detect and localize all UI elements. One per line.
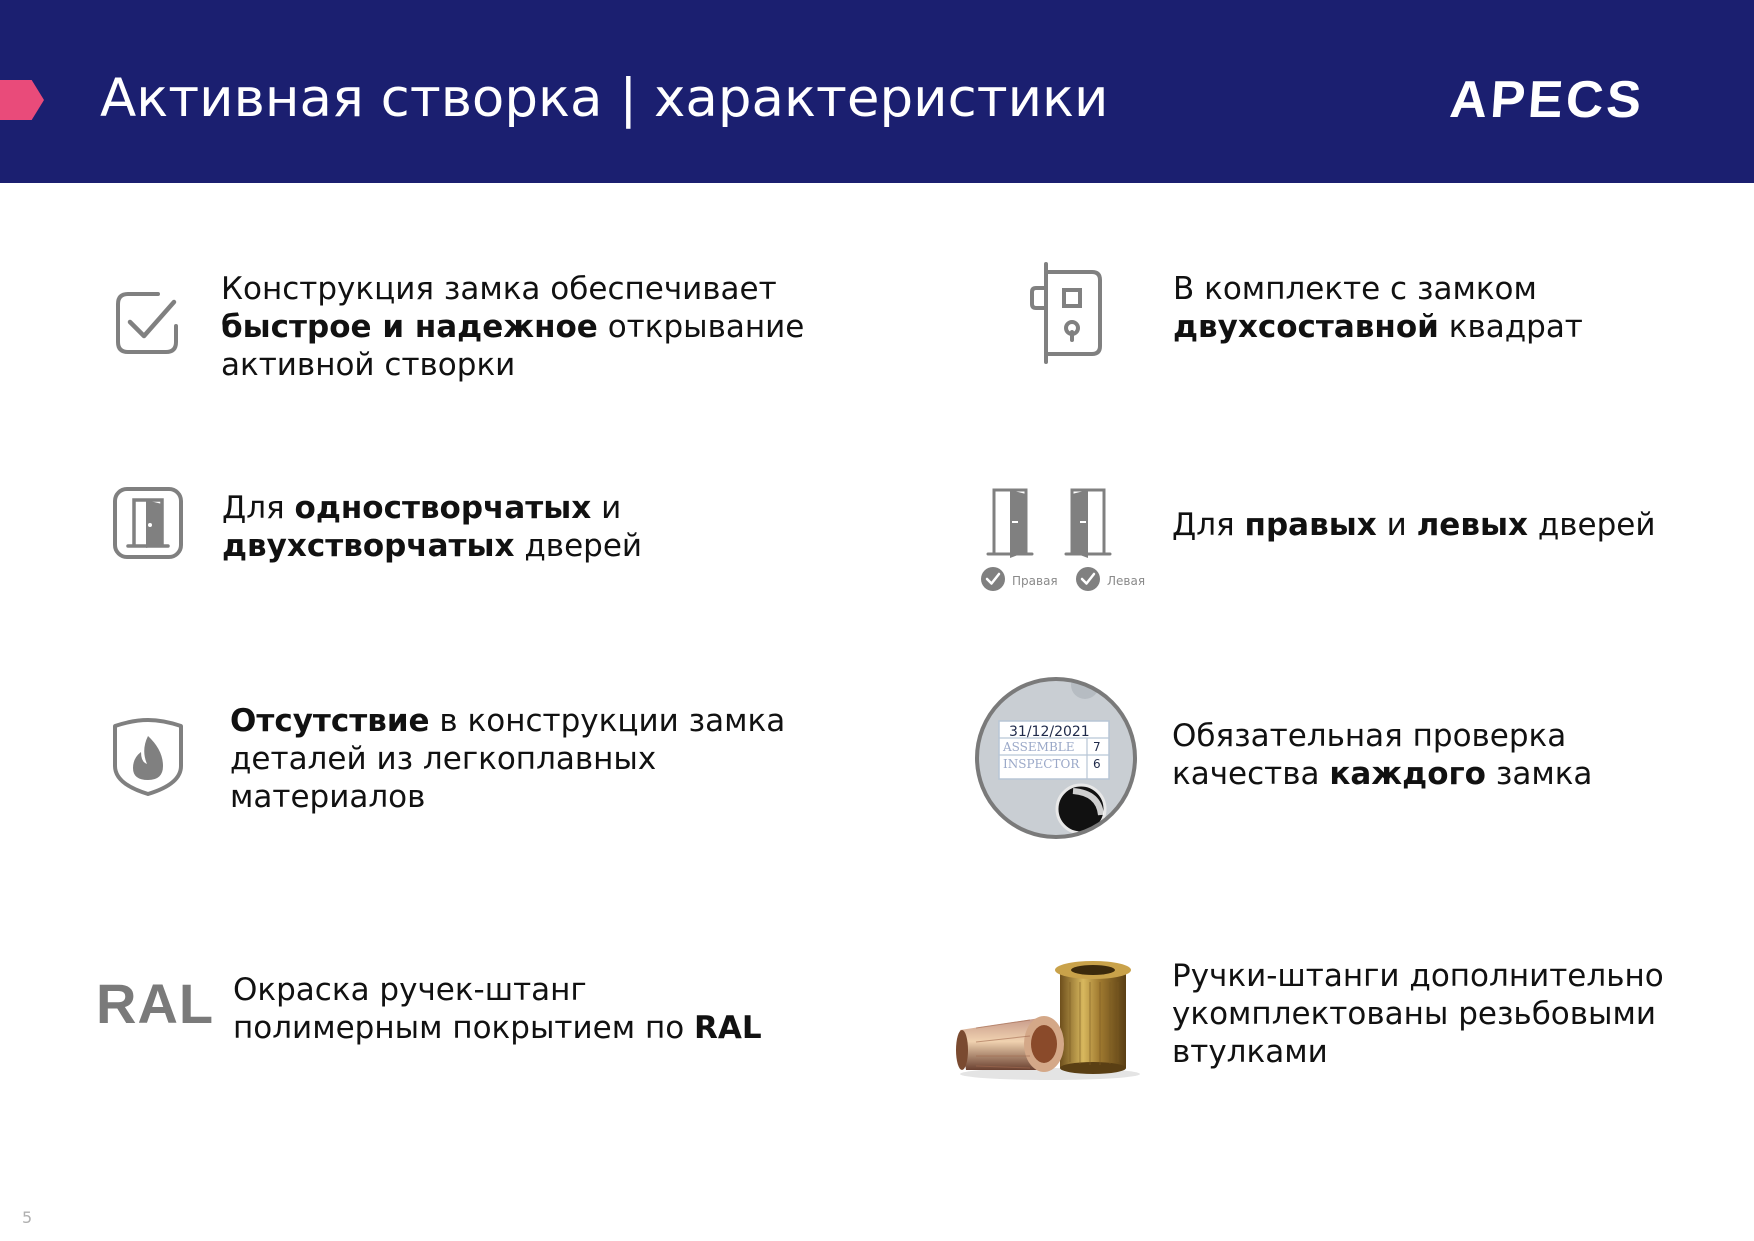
feature-bold: одностворчатых [294,490,592,526]
label-assemble: ASSEMBLE [1003,740,1075,754]
mortise-lock-icon [1028,260,1104,366]
feature-fast-opening-text [221,270,804,384]
feature-line-post: и [591,490,622,526]
inspection-label-photo [973,675,1139,841]
feature-line-rest: в конструкции замка [429,703,786,739]
brand-logo: APECS [1447,71,1647,129]
feature-line [233,1009,762,1047]
feature-line [1172,755,1592,793]
ral-mark: RAL [96,972,215,1035]
feature-line: В комплекте с замком [1173,271,1537,307]
feature-bold: Отсутствие [230,703,430,739]
feature-bold: правых [1244,507,1377,543]
feature-line-mid: и [1376,507,1417,543]
feature-bold: RAL [694,1010,762,1046]
feature-door-sides-text [1172,506,1656,544]
feature-line: материалов [230,779,426,815]
feature-line-rest: открывание [597,309,805,345]
checkbox-check-icon [114,290,180,356]
feature-line [221,308,804,346]
page-title: Активная створка | характеристики [100,68,1109,129]
threaded-bushings-photo [940,958,1140,1080]
feature-line [222,527,642,565]
left-door-caption: Левая [1107,574,1146,588]
door-icon [112,486,184,560]
feature-line: деталей из легкоплавных [230,741,657,777]
label-assemble-number: 7 [1093,740,1101,754]
feature-bold: двухсоставной [1173,309,1439,345]
feature-line-pre: Для [1172,507,1245,543]
feature-line-pre: Для [222,490,295,526]
feature-line: укомплектованы резьбовыми [1172,996,1657,1032]
right-door-caption: Правая [1012,574,1058,588]
feature-bold: левых [1416,507,1528,543]
label-date: 31/12/2021 [1009,724,1090,740]
feature-bold: быстрое и надежное [221,309,598,345]
feature-ral-paint-text [233,971,762,1047]
feature-threaded-sleeves-text [1172,957,1664,1071]
feature-line [230,702,785,740]
feature-line [222,489,642,527]
label-inspector: INSPECTOR [1003,757,1080,771]
feature-door-types-text [222,489,642,565]
feature-quality-check-text [1172,717,1592,793]
feature-line-rest: дверей [514,528,643,564]
feature-bold: каждого [1329,756,1486,792]
feature-line-pre: качества [1172,756,1330,792]
feature-line-rest: квадрат [1438,309,1583,345]
header-band [0,0,1754,183]
feature-square-kit-text [1173,270,1583,346]
page-number: 5 [22,1208,33,1227]
feature-line: Окраска ручек-штанг [233,972,587,1008]
feature-line: Конструкция замка обеспечивает [221,271,777,307]
feature-line-post: дверей [1527,507,1656,543]
fire-icon [111,716,185,798]
feature-no-fusible-text [230,702,785,816]
feature-line: Обязательная проверка [1172,718,1567,754]
feature-line-pre: полимерным покрытием по [233,1010,695,1046]
label-inspector-number: 6 [1093,757,1101,771]
feature-line: Ручки-штанги дополнительно [1172,958,1664,994]
feature-line: активной створки [221,347,516,383]
accent-marker [0,80,44,120]
feature-line [1173,308,1583,346]
feature-line: втулками [1172,1034,1328,1070]
feature-bold: двухстворчатых [222,528,515,564]
feature-line-post: замка [1485,756,1593,792]
feature-line [1172,506,1656,544]
